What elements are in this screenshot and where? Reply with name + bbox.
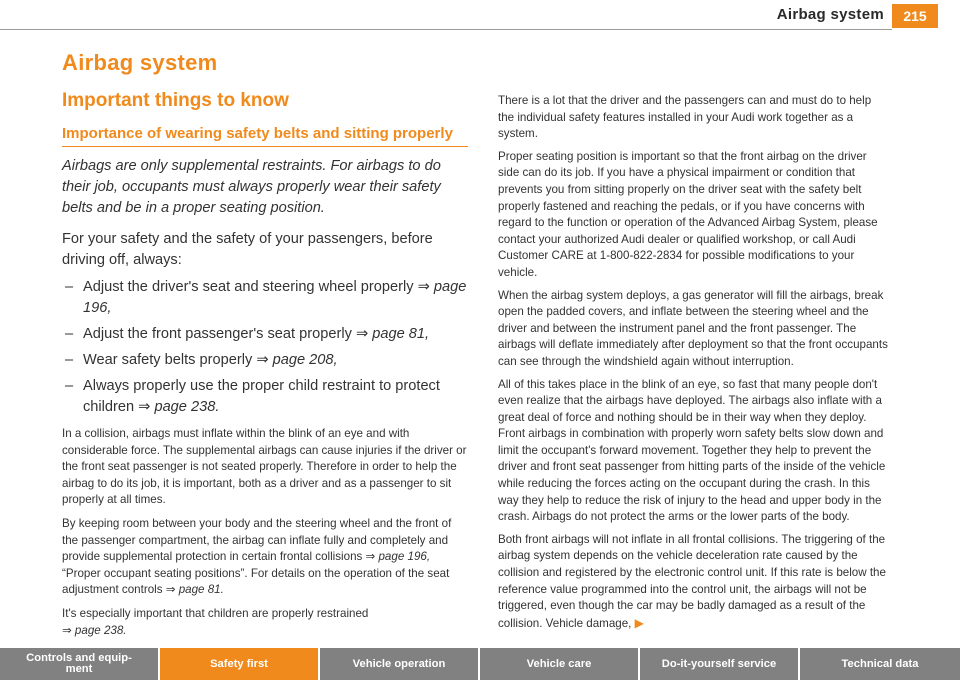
list-item-text: Always properly use the proper child restraint to protect children (83, 378, 440, 415)
subsubsection-title: Importance of wearing safety belts and sitting properly (62, 124, 468, 147)
page-reference-link[interactable]: ⇒ page 208, (256, 352, 338, 368)
chapter-nav-bar (0, 648, 960, 680)
running-header-title: Airbag system (776, 6, 884, 23)
list-item: – Adjust the front passenger's seat properly ⇒ page 81, (65, 326, 430, 342)
nav-tab-vehicle-care[interactable]: Vehicle care (480, 648, 640, 680)
list-item: – Wear safety belts properly ⇒ page 208, (65, 352, 338, 368)
body-paragraph: Proper seating position is important so that the front airbag on the driver side can do its job. If you have a physical impairment or condition that prevents you from sitting properly on the driver seat with the safety belt properly fastened and reaching the pedals, or if you have concerns with regard to the function or operation of the Advanced Airbag System, please contact your authorized Audi dealer or qualified workshop, or call Audi Customer CARE at 1-800-822-2834 for possible modifications to your vehicle. (498, 149, 878, 279)
page-reference-link[interactable]: ⇒ page 81. (165, 583, 224, 597)
lead-paragraph: Airbags are only supplemental restraints. For airbags to do their job, occupants must always properly wear their safety belts and be in a proper seating position. (62, 158, 441, 216)
page-reference-link[interactable]: ⇒ page 196, (83, 279, 467, 316)
page-number: 215 (892, 4, 938, 28)
right-column (498, 93, 888, 638)
section-title: Airbag system (62, 50, 218, 75)
intro-paragraph: For your safety and the safety of your passengers, before driving off, always: (62, 231, 433, 268)
body-paragraph: By keeping room between your body and the steering wheel and the front of the passenger compartment, the airbag can inflate fully and completely and provide supplemental protection in certain frontal collisions ⇒ page 196, “Proper occupant seating positions”. For details on the operation of the seat adjustment controls ⇒ page 81. (62, 516, 452, 597)
page-reference-link[interactable]: ⇒ page 81, (355, 326, 430, 342)
body-paragraph: There is a lot that the driver and the passengers can and must do to help the individual safety features installed in your Audi work together as a system. (498, 94, 872, 141)
checklist (62, 277, 468, 418)
body-paragraph: In a collision, airbags must inflate within the blink of an eye and with considerable force. The supplemental airbags can cause injuries if the driver or the front seat passenger is not seated properly. Therefore in order to help the airbag to do its job, it is important, both as a driver and as a passenger to sit properly at all times. (62, 427, 467, 507)
nav-tab-do-it-yourself-service[interactable]: Do-it-yourself service (640, 648, 800, 680)
body-paragraph: It's especially important that children are properly restrained ⇒ page 238. (62, 606, 369, 637)
continue-arrow-icon: ▶ (634, 615, 644, 630)
list-item-text: Adjust the driver's seat and steering wheel properly (83, 279, 414, 295)
body-paragraph: Both front airbags will not inflate in all frontal collisions. The triggering of the airbag system depends on the vehicle deceleration rate caused by the collision and registered by the electronic control unit. If this rate is below the reference value programmed into the control unit, the airbags will not be triggered, even though the car may be badly damaged as a result of the collision. Vehicle damage, ▶ (498, 532, 886, 630)
list-item-text: Wear safety belts properly (83, 352, 253, 368)
nav-tab-vehicle-operation[interactable]: Vehicle operation (320, 648, 480, 680)
nav-tab-controls-and-equipment[interactable]: Controls and equip- ment (0, 648, 160, 680)
nav-tab-safety-first[interactable]: Safety first (160, 648, 320, 680)
list-item-text: Adjust the front passenger's seat properly (83, 326, 352, 342)
header-divider (0, 29, 892, 30)
page-reference-link[interactable]: ⇒ page 238. (62, 623, 127, 637)
subsection-title: Important things to know (62, 90, 289, 111)
left-column (62, 50, 468, 646)
nav-tab-technical-data[interactable]: Technical data (800, 648, 960, 680)
body-paragraph: All of this takes place in the blink of an eye, so fast that many people don't even realize that the airbags have deployed. The airbags also inflate with a great deal of force and nothing should be in their way when they deploy. Front airbags in combination with properly worn safety belts slow down and limit the occupant's forward movement. Together they help to prevent the driver and front seat passenger from hitting parts of the inside of the vehicle while reducing the forces acting on the occupant during the crash. In this way they help to reduce the risk of injury to the head and upper body in the crash. Airbags do not protect the arms or the lower parts of the body. (498, 377, 886, 524)
list-item: – Adjust the driver's seat and steering wheel properly ⇒ page 196, (65, 279, 467, 316)
list-item: – Always properly use the proper child restraint to protect children ⇒ page 238. (65, 378, 440, 415)
page-reference-link[interactable]: ⇒ page 238. (138, 399, 220, 415)
page-reference-link[interactable]: ⇒ page 196, (365, 550, 431, 564)
body-paragraph: When the airbag system deploys, a gas generator will fill the airbags, break open the padded covers, and inflate between the steering wheel and the driver and between the instrument panel and the front passenger. The airbags will deflate immediately after deployment so that the front occupants can see through the windshield again without interruption. (498, 288, 888, 368)
